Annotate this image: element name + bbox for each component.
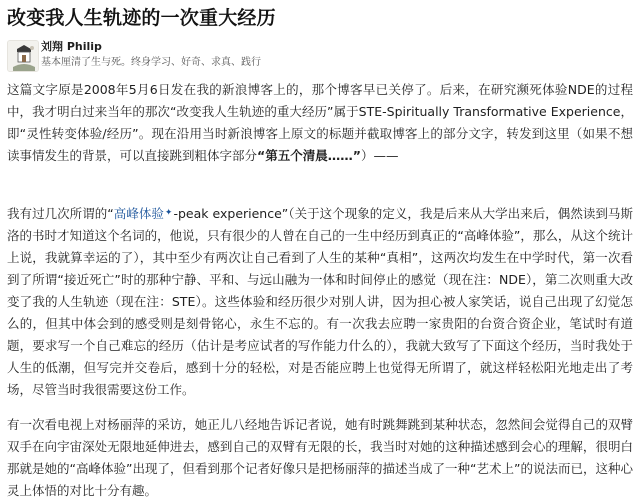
author-info bbox=[7, 40, 627, 74]
avatar-illustration-icon bbox=[8, 41, 39, 72]
paragraph-intro-text: 这篇文字原是2008年5月6日发在我的新浪博客上的，那个博客早已关停了。后来，在研究濒死体验NDE的过程中，我才明白过来当年的那次“改变我人生轨迹的重大经历”属于STE-Spiritually Transformative Experience，即“灵性转变体验/经历”。现在沿用当时新浪博客上原文的标题并截取博客上的部分文字，转发到这里（如果不想读事情发生的背景，可以直接跳到粗体字部分 bbox=[7, 82, 633, 163]
link-sparkle-icon[interactable]: ✦ bbox=[164, 208, 173, 218]
peak-experience-link[interactable]: 高峰体验 bbox=[113, 206, 164, 221]
paragraph-peak-experience bbox=[7, 202, 633, 401]
article-title: 改变我人生轨迹的一次重大经历 bbox=[7, 7, 276, 29]
author-avatar[interactable] bbox=[7, 40, 39, 72]
paragraph-intro bbox=[7, 79, 633, 167]
paragraph-peak-text-rest: -peak experience”（关于这个现象的定义，我是后来从大学出来后，偶然读到马斯洛的书时才知道这个名词的，他说，只有很少的人曾在自己的一生中经历到真正的“高峰体验”，那么，从这个统计上说，我就算幸运的了），其中至少有两次让自己看到了人生的某种“真相”，这两次均发生在中学时代，第一次看到了所谓“接近死亡”时的那种宁静、平和、与远山融为一体和时间停止的感觉（现在注：NDE），第二次则重大改变了我的人生轨迹（现在注：STE）。这些体验和经历很少对别人讲，因为担心被人家笑话，说自己出现了幻觉怎么的，但其中体会到的感受则是刻骨铭心，永生不忘的。有一次我去应聘一家贵阳的台资合资企业，笔试时有道题，要求写一个自己难忘的经历（估计是考应试者的写作能力什么的），我就大致写了下面这个经历，当时我处于人生的低潮，但写完并交卷后，感到十分的轻松，对是否能应聘上也觉得无所谓了，就这样轻松阳光地走出了考场，尽管当时我很需要这份工作。 bbox=[7, 206, 633, 397]
paragraph-yang-liping bbox=[7, 414, 633, 502]
author-bio: 基本厘清了生与死。终身学习、好奇、求真、践行 bbox=[41, 57, 261, 68]
paragraph-yang-liping-text: 有一次看电视上对杨丽萍的采访，她正儿八经地告诉记者说，她有时跳舞跳到某种状态，忽然间会觉得自己的双臂双手在向宇宙深处无限地延伸进去，感到自己的双臂有无限的长，我当时对她的这种描述感到会心的理解，很明白那就是她的“高峰体验”出现了，但看到那个记者好像只是把杨丽萍的描述当成了一种“艺术上”的说法而已，这种心灵上体悟的对比十分有趣。 bbox=[7, 417, 633, 498]
paragraph-intro-bold: “第五个清晨……” bbox=[257, 148, 361, 163]
paragraph-peak-text-start: 我有过几次所谓的“ bbox=[7, 206, 114, 221]
author-name[interactable]: 刘翔 Philip bbox=[41, 40, 102, 53]
paragraph-intro-tail: ）—— bbox=[360, 148, 399, 163]
